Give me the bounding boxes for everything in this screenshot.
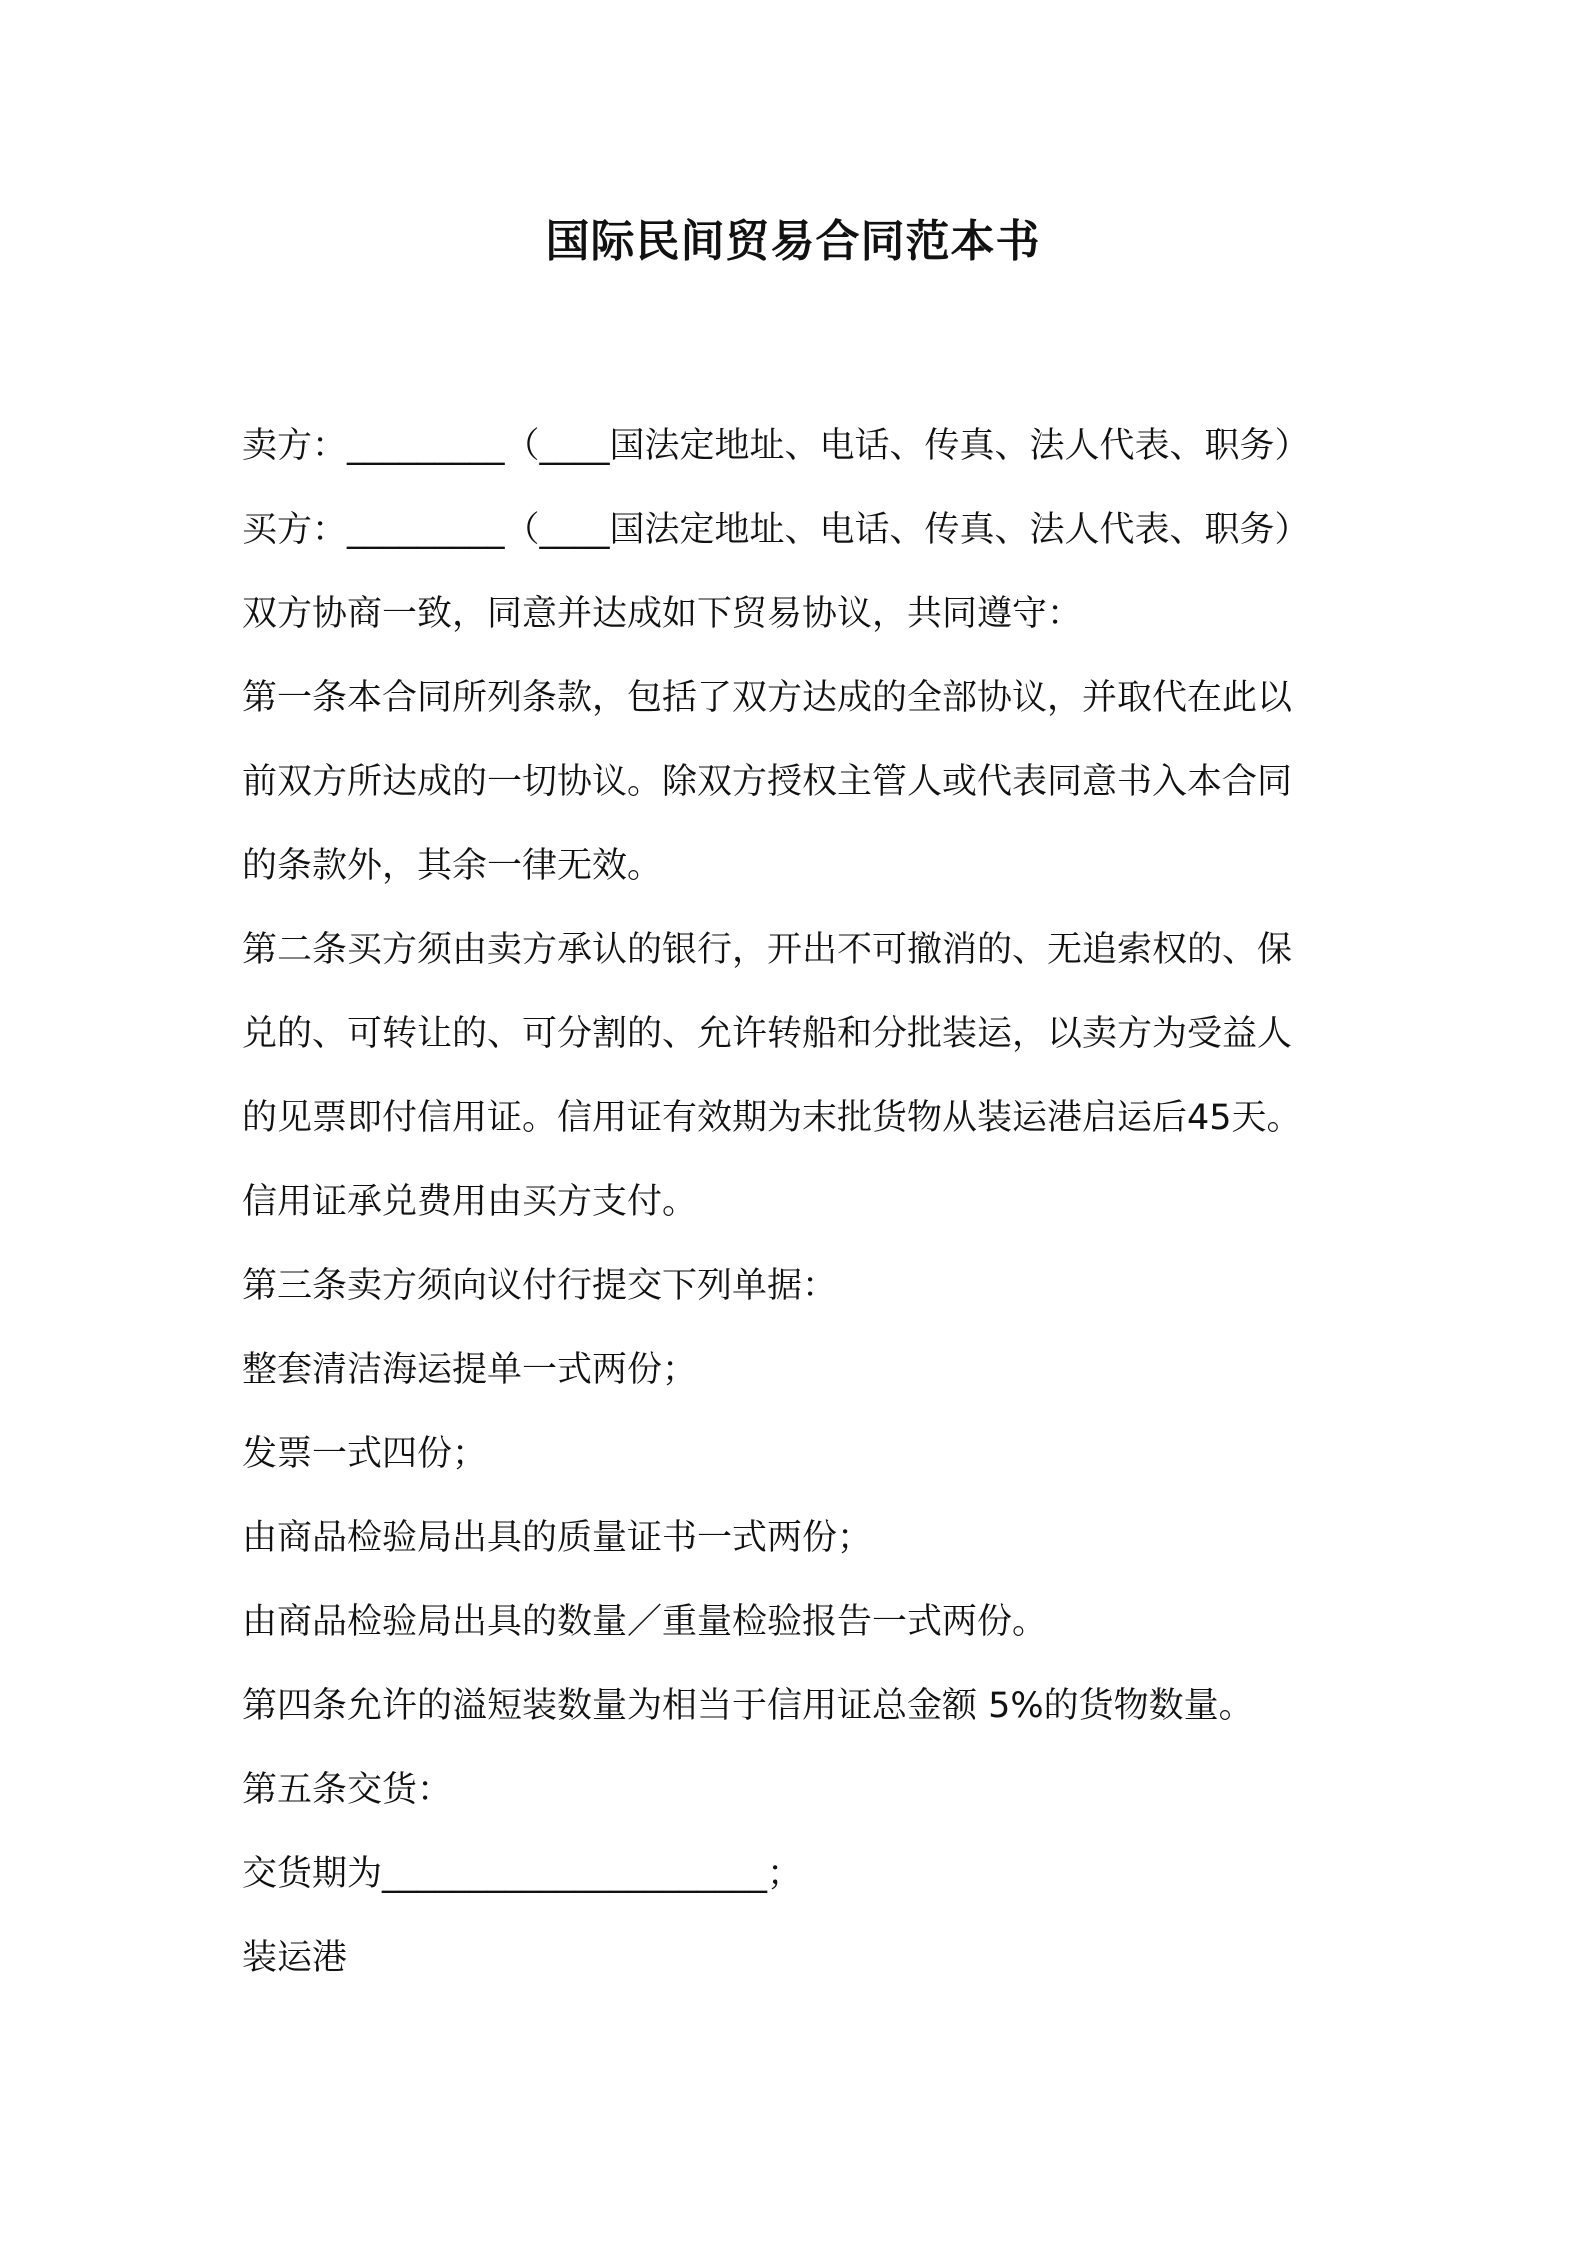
document-item-quantity-report: 由商品检验局出具的数量／重量检验报告一式两份。 <box>242 1602 1048 1642</box>
document-body <box>242 404 1367 2000</box>
document-item-bill-of-lading: 整套清洁海运提单一式两份； <box>242 1350 698 1390</box>
document-item-quality-certificate: 由商品检验局出具的质量证书一式两份； <box>242 1518 873 1558</box>
article-2-line-4: 信用证承兑费用由买方支付。 <box>242 1182 698 1222</box>
seller-line: 卖方：_________（____国法定地址、电话、传真、法人代表、职务） <box>242 426 1310 466</box>
agreement-intro: 双方协商一致，同意并达成如下贸易协议，共同遵守： <box>242 594 1083 634</box>
article-3-heading: 第三条卖方须向议付行提交下列单据： <box>242 1266 838 1306</box>
article-2-line-2: 兑的、可转让的、可分割的、允许转船和分批装运，以卖方为受益人 <box>242 1014 1293 1054</box>
article-1-line-1: 第一条本合同所列条款，包括了双方达成的全部协议，并取代在此以 <box>242 678 1293 718</box>
document-title: 国际民间贸易合同范本书 <box>545 216 1041 267</box>
article-2-line-3: 的见票即付信用证。信用证有效期为末批货物从装运港启运后45天。 <box>242 1098 1302 1138</box>
buyer-line: 买方：_________（____国法定地址、电话、传真、法人代表、职务） <box>242 510 1310 550</box>
article-1-line-3: 的条款外，其余一律无效。 <box>242 846 663 886</box>
article-2-line-1: 第二条买方须由卖方承认的银行，开出不可撤消的、无追索权的、保 <box>242 930 1293 970</box>
article-5-heading: 第五条交货： <box>242 1770 453 1810</box>
article-4: 第四条允许的溢短装数量为相当于信用证总金额 5%的货物数量。 <box>242 1686 1254 1726</box>
loading-port-line: 装运港 <box>242 1938 348 1978</box>
article-1-line-2: 前双方所达成的一切协议。除双方授权主管人或代表同意书入本合同 <box>242 762 1293 802</box>
document-item-invoice: 发票一式四份； <box>242 1434 488 1474</box>
delivery-period-line: 交货期为______________________； <box>242 1854 803 1894</box>
